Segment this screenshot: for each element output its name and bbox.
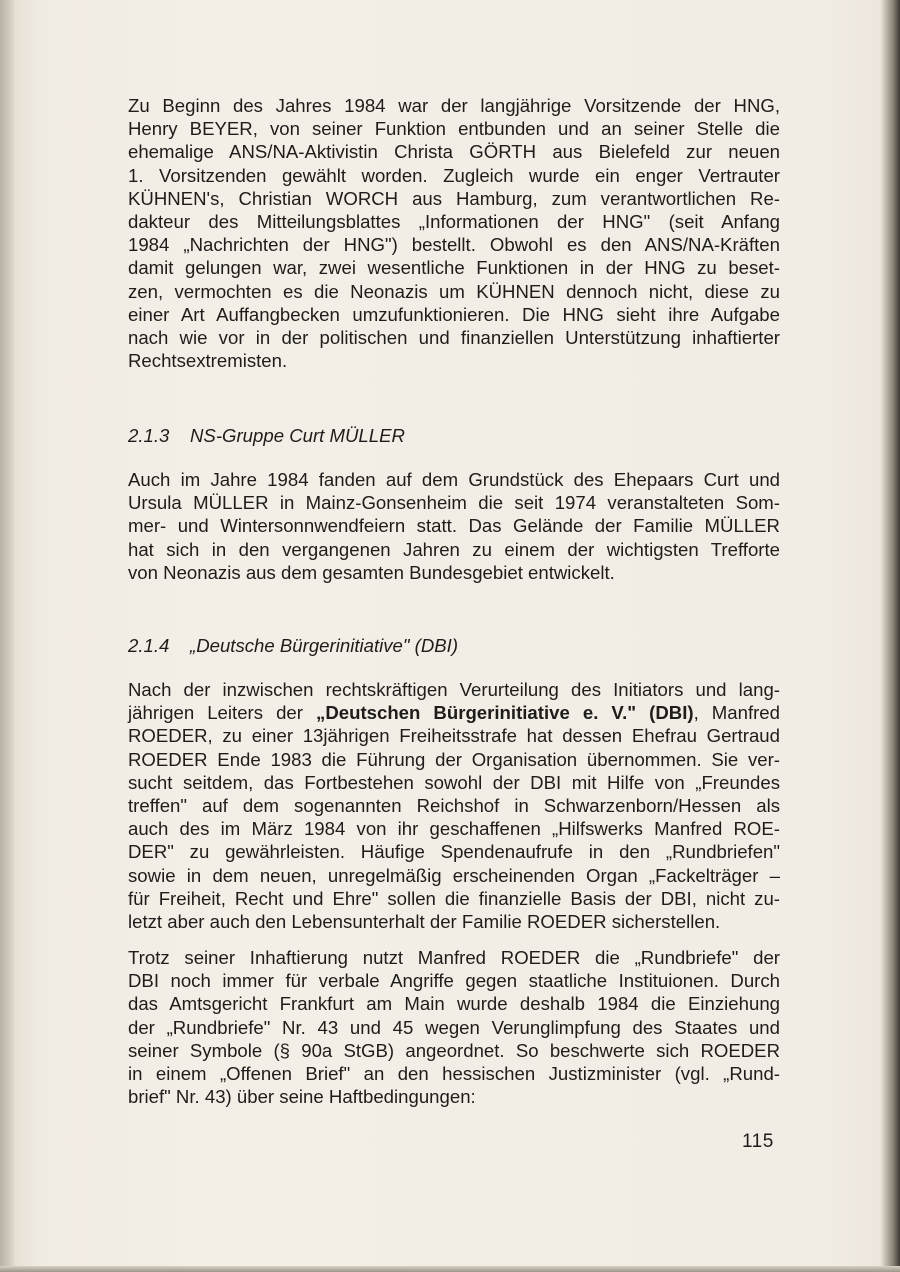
- text-line: sowie in dem neuen, unregelmäßig erscheinenden Organ „Fackelträger –: [128, 864, 780, 886]
- section-title: „Deutsche Bürgerinitiative" (DBI): [190, 635, 459, 656]
- text-line: DER" zu gewährleisten. Häufige Spendenaufrufe in den „Rundbriefen": [128, 841, 780, 863]
- text-line: Trotz seiner Inhaftierung nutzt Manfred ROEDER die „Rundbriefe" der: [128, 947, 780, 968]
- text-line: auch des im März 1984 von ihr geschaffenen „Hilfswerks Manfred ROE-: [128, 818, 780, 840]
- section-title: NS-Gruppe Curt MÜLLER: [190, 425, 405, 446]
- text-line: damit gelungen war, zwei wesentliche Funktionen in der HNG zu beset-: [128, 257, 780, 279]
- text-line: hat sich in den vergangenen Jahren zu einem der wichtigsten Trefforte: [128, 538, 780, 560]
- section-number: 2.1.3: [128, 425, 170, 446]
- text-line: für Freiheit, Recht und Ehre" sollen die finanzielle Basis der DBI, nicht zu-: [128, 887, 780, 909]
- text-run: , Manfred: [693, 702, 780, 724]
- section-heading-2-1-3: [128, 424, 780, 447]
- text-line: [128, 701, 780, 724]
- text-line: in einem „Offenen Brief" an den hessischen Justizminister (vgl. „Rund-: [128, 1063, 780, 1085]
- text-line: Rechtsextremisten.: [128, 350, 288, 372]
- text-line: mer- und Wintersonnwendfeiern statt. Das Gelände der Familie MÜLLER: [128, 515, 780, 537]
- text-line: letzt aber auch den Lebensunterhalt der Familie ROEDER sicherstellen.: [128, 911, 721, 933]
- text-line: das Amtsgericht Frankfurt am Main wurde deshalb 1984 die Einziehung: [128, 993, 780, 1015]
- book-spine-shadow: [0, 0, 14, 1272]
- text-line: zen, vermochten es die Neonazis um KÜHNEN dennoch nicht, diese zu: [128, 280, 780, 302]
- text-line: ROEDER, zu einer 13jährigen Freiheitsstrafe hat dessen Ehefrau Gertraud: [128, 725, 780, 747]
- text-line: Ursula MÜLLER in Mainz-Gonsenheim die seit 1974 veranstalteten Som-: [128, 492, 780, 514]
- text-line: Auch im Jahre 1984 fanden auf dem Grundstück des Ehepaars Curt und: [128, 469, 780, 490]
- text-line: 1. Vorsitzenden gewählt worden. Zugleich wurde ein enger Vertrauter: [128, 164, 780, 186]
- page-number: 115: [742, 1131, 774, 1152]
- text-line: 1984 „Nachrichten der HNG") bestellt. Obwohl es den ANS/NA-Kräften: [128, 234, 780, 256]
- text-line: DBI noch immer für verbale Angriffe gegen staatliche Instituionen. Durch: [128, 970, 780, 992]
- text-line: einer Art Auffangbecken umzufunktionieren. Die HNG sieht ihre Aufgabe: [128, 303, 780, 325]
- text-line: Nach der inzwischen rechtskräftigen Verurteilung des Initiators und lang-: [128, 679, 780, 700]
- text-line: treffen" auf dem sogenannten Reichshof in Schwarzenborn/Hessen als: [128, 795, 780, 817]
- text-line: Henry BEYER, von seiner Funktion entbunden und an seiner Stelle die: [128, 118, 780, 140]
- text-line: von Neonazis aus dem gesamten Bundesgebiet entwickelt.: [128, 561, 615, 583]
- paragraph-roeder-rundbriefe: [128, 946, 780, 1108]
- organization-name-bold: „Deutschen Bürgerinitiative e. V." (DBI): [316, 702, 694, 724]
- text-line: seiner Symbole (§ 90a StGB) angeordnet. So beschwerte sich ROEDER: [128, 1039, 780, 1061]
- text-line: Zu Beginn des Jahres 1984 war der langjährige Vorsitzende der HNG,: [128, 95, 780, 116]
- paragraph-dbi: [128, 678, 780, 933]
- text-line: der „Rundbriefe" Nr. 43 und 45 wegen Verunglimpfung des Staates und: [128, 1016, 780, 1038]
- page-bottom-edge: [0, 1266, 900, 1272]
- section-heading-2-1-4: [128, 634, 780, 657]
- text-line: KÜHNEN's, Christian WORCH aus Hamburg, zum verantwortlichen Re-: [128, 187, 780, 209]
- text-line: sucht seitdem, das Fortbestehen sowohl der DBI mit Hilfe von „Freundes: [128, 771, 780, 793]
- text-line: ROEDER Ende 1983 die Führung der Organisation übernommen. Sie ver-: [128, 748, 780, 770]
- text-line: nach wie vor in der politischen und finanziellen Unterstützung inhaftierter: [128, 327, 780, 349]
- paragraph-mueller: [128, 468, 780, 584]
- section-number: 2.1.4: [128, 635, 170, 656]
- paragraph-hng: [128, 94, 780, 372]
- text-line: dakteur des Mitteilungsblattes „Informationen der HNG" (seit Anfang: [128, 211, 780, 233]
- text-line: brief" Nr. 43) über seine Haftbedingungen:: [128, 1086, 476, 1108]
- text-line: ehemalige ANS/NA-Aktivistin Christa GÖRTH aus Bielefeld zur neuen: [128, 141, 780, 163]
- text-run: jährigen Leiters der: [128, 702, 317, 724]
